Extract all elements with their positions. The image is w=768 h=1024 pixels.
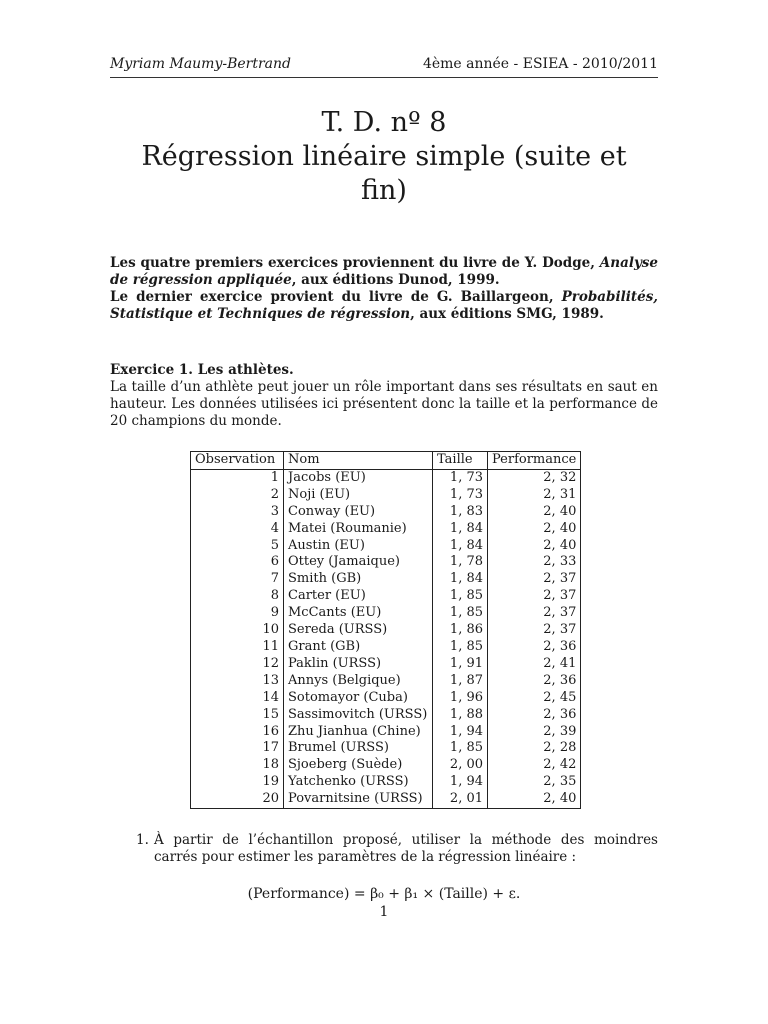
title-line-3: fin)	[361, 175, 407, 206]
table-row	[191, 791, 581, 808]
cell-taille: 1, 91	[433, 656, 488, 673]
cell-performance: 2, 36	[543, 672, 577, 688]
cell-performance: 2, 37	[543, 588, 577, 604]
cell-nom: Sotomayor (Cuba)	[284, 690, 433, 707]
cell-performance: 2, 40	[543, 537, 577, 553]
table-header-row	[191, 452, 581, 470]
cell-observation: 4	[191, 521, 284, 538]
intro-p1-start: Les quatre premiers exercices proviennent du livre de Y. Dodge,	[110, 255, 600, 271]
cell-observation: 7	[191, 571, 284, 588]
cell-taille: 1, 73	[433, 469, 488, 486]
cell-taille: 2, 01	[433, 791, 488, 808]
cell-performance: 2, 40	[543, 791, 577, 807]
exercise-1	[110, 362, 658, 430]
intro-p2-start: Le dernier exercice provient du livre de G. Baillargeon,	[110, 289, 562, 305]
table-row	[191, 554, 581, 571]
cell-nom: Sereda (URSS)	[284, 622, 433, 639]
cell-performance: 2, 40	[543, 503, 577, 519]
cell-nom: Povarnitsine (URSS)	[284, 791, 433, 808]
table-row	[191, 673, 581, 690]
cell-performance: 2, 37	[543, 622, 577, 638]
table-row	[191, 757, 581, 774]
table-row	[191, 571, 581, 588]
table-row	[191, 504, 581, 521]
question-number: 1.	[136, 832, 149, 848]
cell-taille: 1, 87	[433, 673, 488, 690]
cell-performance: 2, 39	[543, 723, 577, 739]
intro-p2-end: , aux éditions SMG, 1989.	[410, 306, 604, 322]
table-row	[191, 605, 581, 622]
table-row	[191, 740, 581, 757]
intro-paragraph-2	[110, 289, 658, 323]
cell-taille: 1, 96	[433, 690, 488, 707]
cell-performance: 2, 36	[543, 706, 577, 722]
cell-nom: Conway (EU)	[284, 504, 433, 521]
column-header-nom: Nom	[284, 452, 433, 470]
cell-observation: 9	[191, 605, 284, 622]
cell-taille: 1, 85	[433, 639, 488, 656]
cell-nom: Matei (Roumanie)	[284, 521, 433, 538]
cell-performance: 2, 33	[543, 554, 577, 570]
cell-taille: 1, 78	[433, 554, 488, 571]
cell-observation: 11	[191, 639, 284, 656]
cell-nom: Smith (GB)	[284, 571, 433, 588]
cell-observation: 8	[191, 588, 284, 605]
cell-nom: Zhu Jianhua (Chine)	[284, 724, 433, 741]
header-course: 4ème année - ESIEA - 2010/2011	[422, 56, 658, 72]
cell-nom: Sjoeberg (Suède)	[284, 757, 433, 774]
cell-performance: 2, 40	[543, 520, 577, 536]
cell-observation: 16	[191, 724, 284, 741]
regression-equation: (Performance) = β₀ + β₁ × (Taille) + ε.	[247, 886, 521, 902]
cell-observation: 2	[191, 487, 284, 504]
cell-taille: 1, 84	[433, 521, 488, 538]
cell-observation: 15	[191, 707, 284, 724]
table-row	[191, 690, 581, 707]
table-row	[191, 487, 581, 504]
cell-taille: 1, 85	[433, 740, 488, 757]
cell-observation: 12	[191, 656, 284, 673]
cell-performance: 2, 37	[543, 605, 577, 621]
cell-performance: 2, 41	[543, 655, 577, 671]
table-row	[191, 521, 581, 538]
table-row	[191, 622, 581, 639]
cell-performance: 2, 45	[543, 689, 577, 705]
cell-taille: 1, 88	[433, 707, 488, 724]
cell-performance: 2, 35	[543, 774, 577, 790]
cell-nom: Paklin (URSS)	[284, 656, 433, 673]
intro-p1-end: , aux éditions Dunod, 1999.	[291, 272, 500, 288]
cell-taille: 1, 94	[433, 774, 488, 791]
cell-taille: 1, 83	[433, 504, 488, 521]
page-header	[110, 56, 658, 78]
table-row	[191, 707, 581, 724]
cell-observation: 3	[191, 504, 284, 521]
exercise-title: Exercice 1. Les athlètes.	[110, 362, 294, 378]
table-body	[191, 469, 581, 808]
athletes-table	[190, 451, 581, 809]
column-header-observation: Observation	[191, 452, 284, 470]
page-number: 1	[379, 904, 389, 920]
title-line-1: T. D. nº 8	[321, 107, 447, 138]
table-row	[191, 469, 581, 486]
cell-observation: 6	[191, 554, 284, 571]
table-row	[191, 588, 581, 605]
cell-taille: 1, 84	[433, 538, 488, 555]
cell-observation: 14	[191, 690, 284, 707]
table-row	[191, 656, 581, 673]
cell-nom: Yatchenko (URSS)	[284, 774, 433, 791]
exercise-text: La taille d’un athlète peut jouer un rôle important dans ses résultats en saut en hauteur. Les données utilisées ici présentent donc la taille et la performance de 20 champions du monde.	[110, 379, 658, 429]
cell-nom: Sassimovitch (URSS)	[284, 707, 433, 724]
cell-performance: 2, 31	[543, 486, 577, 502]
intro-paragraph-1	[110, 255, 658, 289]
cell-performance: 2, 28	[543, 740, 577, 756]
cell-taille: 1, 84	[433, 571, 488, 588]
cell-observation: 13	[191, 673, 284, 690]
cell-nom: Brumel (URSS)	[284, 740, 433, 757]
cell-taille: 1, 73	[433, 487, 488, 504]
cell-observation: 19	[191, 774, 284, 791]
table-row	[191, 724, 581, 741]
cell-taille: 2, 00	[433, 757, 488, 774]
cell-nom: Carter (EU)	[284, 588, 433, 605]
cell-nom: Austin (EU)	[284, 538, 433, 555]
cell-performance: 2, 36	[543, 638, 577, 654]
cell-observation: 5	[191, 538, 284, 555]
cell-nom: Noji (EU)	[284, 487, 433, 504]
cell-observation: 17	[191, 740, 284, 757]
cell-nom: Jacobs (EU)	[284, 469, 433, 486]
cell-nom: Grant (GB)	[284, 639, 433, 656]
cell-taille: 1, 86	[433, 622, 488, 639]
cell-nom: Ottey (Jamaique)	[284, 554, 433, 571]
cell-taille: 1, 85	[433, 588, 488, 605]
intro-p2-book-title: Probabilités, Statistique et Techniques de régression	[110, 289, 658, 322]
table-row	[191, 538, 581, 555]
title-line-2: Régression linéaire simple (suite et	[141, 141, 627, 172]
cell-observation: 20	[191, 791, 284, 808]
cell-observation: 10	[191, 622, 284, 639]
question-text: À partir de l’échantillon proposé, utiliser la méthode des moindres carrés pour estimer les paramètres de la régression linéaire :	[154, 832, 658, 865]
cell-observation: 18	[191, 757, 284, 774]
cell-performance: 2, 42	[543, 757, 577, 773]
column-header-performance: Performance	[488, 452, 581, 470]
cell-performance: 2, 32	[543, 469, 577, 485]
column-header-taille: Taille	[433, 452, 488, 470]
cell-nom: Annys (Belgique)	[284, 673, 433, 690]
intro-sources	[110, 255, 658, 323]
cell-taille: 1, 85	[433, 605, 488, 622]
table-row	[191, 774, 581, 791]
header-author: Myriam Maumy-Bertrand	[110, 56, 292, 72]
question-1	[110, 832, 658, 866]
cell-taille: 1, 94	[433, 724, 488, 741]
cell-performance: 2, 37	[543, 571, 577, 587]
cell-observation: 1	[191, 469, 284, 486]
document-title	[110, 106, 658, 208]
table-row	[191, 639, 581, 656]
intro-p1-book-title: Analyse de régression appliquée	[110, 255, 658, 288]
cell-nom: McCants (EU)	[284, 605, 433, 622]
